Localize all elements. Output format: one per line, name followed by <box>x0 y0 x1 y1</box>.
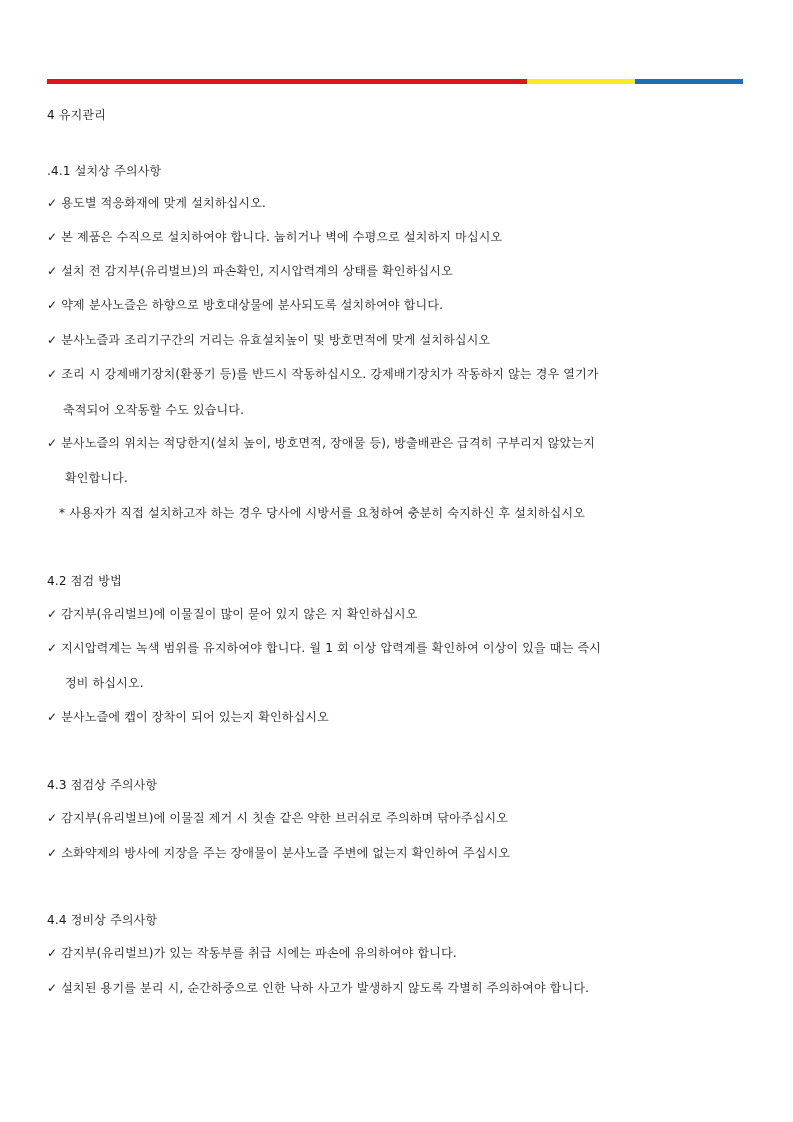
heading-4-2: 4.2 점검 방법 <box>47 574 122 588</box>
list-item: ✓ 분사노즐과 조리기구간의 거리는 유효설치높이 및 방호면적에 맞게 설치하십시오 <box>47 333 491 347</box>
section-title: 4 유지관리 <box>47 108 107 122</box>
list-item: ✓ 감지부(유리벌브)가 있는 작동부를 취급 시에는 파손에 유의하여야 합니다. <box>47 946 457 960</box>
list-item: ✓ 감지부(유리벌브)에 이물질이 많이 묻어 있지 않은 지 확인하십시오 <box>47 607 418 621</box>
heading-4-1: .4.1 설치상 주의사항 <box>47 164 162 178</box>
color-bar-blue <box>635 79 743 84</box>
list-item: ✓ 분사노즐의 위치는 적당한지(설치 높이, 방호면적, 장애물 등), 방출배관은 급격히 구부리지 않았는지 <box>47 436 595 450</box>
color-bar-yellow <box>527 79 635 84</box>
color-bar-red <box>47 79 527 84</box>
list-item: ✓ 설치 전 감지부(유리벌브)의 파손확인, 지시압력계의 상태를 확인하십시오 <box>47 264 453 278</box>
heading-4-3: 4.3 점검상 주의사항 <box>47 778 158 792</box>
list-item: ✓ 조리 시 강제배기장치(환풍기 등)를 반드시 작동하십시오. 강제배기장치가 작동하지 않는 경우 열기가 <box>47 367 599 381</box>
list-item: ✓ 감지부(유리벌브)에 이물질 제거 시 칫솔 같은 약한 브러쉬로 주의하며 닦아주십시오 <box>47 811 509 825</box>
list-item-continuation: 정비 하십시오. <box>65 676 144 690</box>
list-item-continuation: 확인합니다. <box>65 471 128 485</box>
heading-4-4: 4.4 정비상 주의사항 <box>47 913 158 927</box>
list-item: ✓ 용도별 적응화재에 맞게 설치하십시오. <box>47 196 267 210</box>
list-item: ✓ 본 제품은 수직으로 설치하여야 합니다. 눕히거나 벽에 수평으로 설치하지 마십시오 <box>47 230 503 244</box>
list-item: ✓ 약제 분사노즐은 하향으로 방호대상물에 분사되도록 설치하여야 합니다. <box>47 298 444 312</box>
list-item: ✓ 지시압력계는 녹색 범위를 유지하여야 합니다. 월 1 회 이상 압력계를 확인하여 이상이 있을 때는 즉시 <box>47 641 602 655</box>
list-item: ✓ 소화약제의 방사에 지장을 주는 장애물이 분사노즐 주변에 없는지 확인하여 주십시오 <box>47 846 511 860</box>
list-item-continuation: 축적되어 오작동할 수도 있습니다. <box>63 403 245 417</box>
note: * 사용자가 직접 설치하고자 하는 경우 당사에 시방서를 요청하여 충분히 숙지하신 후 설치하십시오 <box>59 506 586 520</box>
list-item: ✓ 설치된 용기를 분리 시, 순간하중으로 인한 낙하 사고가 발생하지 않도록 각별히 주의하여야 합니다. <box>47 981 590 995</box>
header-color-bar <box>47 79 743 84</box>
list-item: ✓ 분사노즐에 캡이 장착이 되어 있는지 확인하십시오 <box>47 710 329 724</box>
